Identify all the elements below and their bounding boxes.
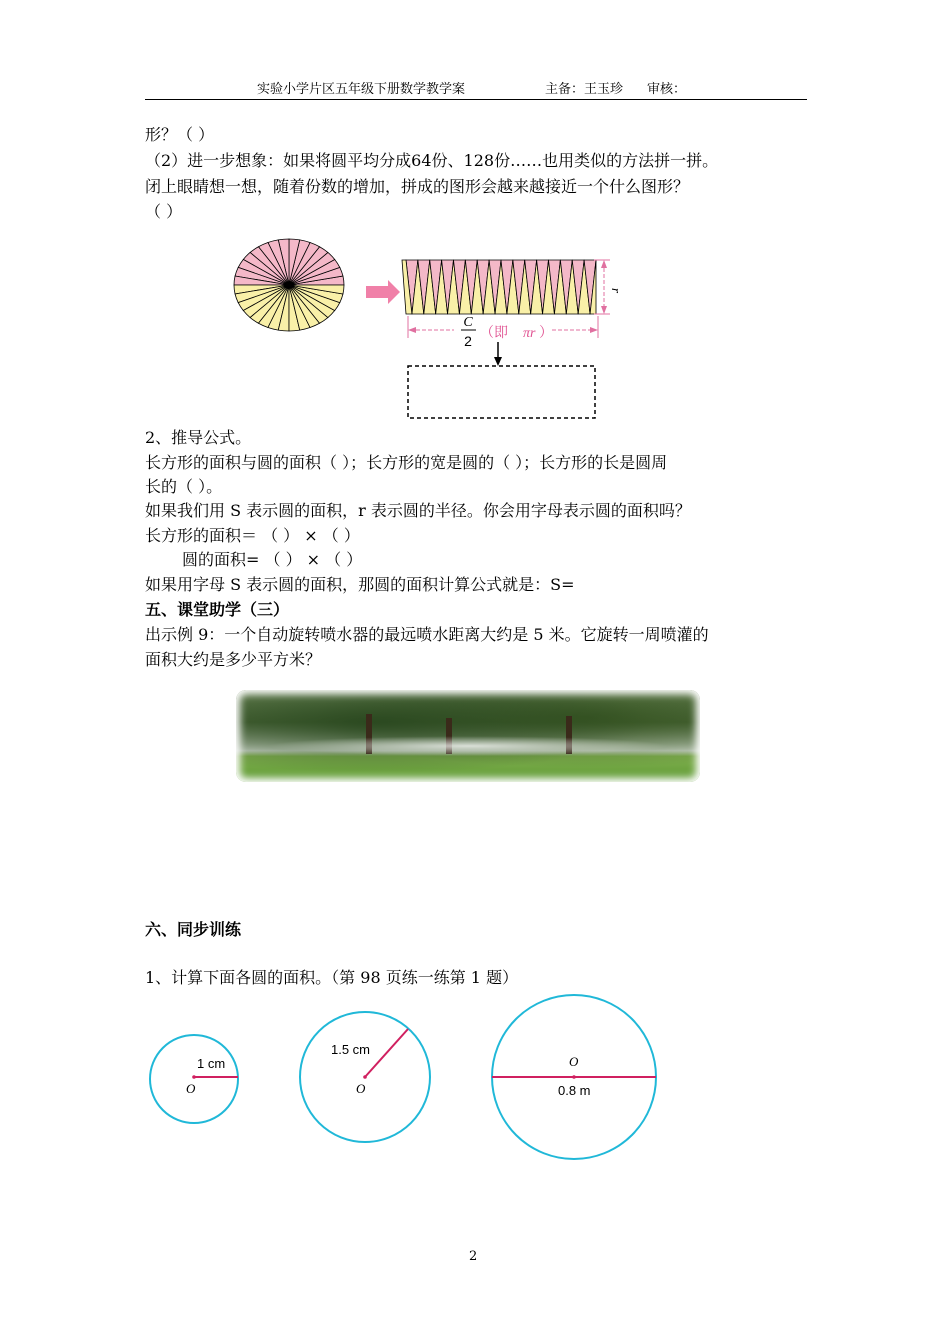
- exercise-circle-1: [148, 1033, 240, 1125]
- example-line-1: 出示例 9：一个自动旋转喷水器的最远喷水距离大约是 5 米。它旋转一周喷灌的: [145, 625, 709, 644]
- circle-1-center-label: O: [186, 1081, 196, 1096]
- derive-line-2: 长的（ ）。: [145, 477, 223, 496]
- question-line-1: 形？（ ）: [145, 125, 215, 144]
- radius-line: [365, 1029, 408, 1077]
- height-dimension: [594, 260, 624, 314]
- section-heading-6: 六、同步训练: [145, 920, 242, 939]
- derive-heading: 2、推导公式。: [145, 428, 252, 447]
- circle-2-radius-label: 1.5 cm: [331, 1042, 371, 1057]
- dashed-answer-box: [408, 366, 595, 418]
- width-label-paren-close: ）: [539, 325, 553, 341]
- header-prepared-by: 主备：王玉珍: [545, 82, 624, 97]
- width-label-numerator: C: [463, 315, 473, 330]
- rect-area-formula: 长方形的面积＝ （ ） × （ ）: [145, 526, 360, 545]
- sector-circle: [234, 239, 344, 331]
- width-dimension: [408, 315, 598, 349]
- circle-3-diameter-label: 0.8 m: [558, 1083, 591, 1098]
- sprinkler-photo: [236, 690, 700, 782]
- derive-line-1: 长方形的面积与圆的面积（ ）；长方形的宽是圆的（ ）；长方形的长是圆周: [145, 453, 668, 472]
- header-reviewer: 审核：: [647, 82, 687, 97]
- width-label-paren-open: （即: [480, 325, 508, 341]
- circle-3-center-label: O: [569, 1054, 579, 1069]
- example-line-2: 面积大约是多少平方米？: [145, 650, 322, 669]
- exercise-circle-2: [298, 1010, 432, 1144]
- formula-question: 如果用字母 S 表示圆的面积，那圆的面积计算公式就是：S=: [145, 575, 575, 594]
- circle-1-radius-label: 1 cm: [197, 1056, 226, 1071]
- rearranged-rectangle: [402, 260, 596, 314]
- question-line-2: （2）进一步想象：如果将圆平均分成64份、128份……也用类似的方法拼一拼。: [145, 151, 719, 170]
- answer-blank: （ ）: [145, 202, 183, 221]
- page-number: 2: [469, 1249, 478, 1264]
- question-line-3: 闭上眼睛想一想，随着份数的增加，拼成的图形会越来越接近一个什么图形？: [145, 177, 690, 196]
- exercise-instruction: 1、计算下面各圆的面积。（第 98 页练一练第 1 题）: [145, 968, 519, 987]
- width-label-pi-r: πr: [523, 326, 536, 341]
- header-title: 实验小学片区五年级下册数学教学案: [257, 82, 466, 97]
- section-heading-5: 五、课堂助学（三）: [145, 600, 290, 619]
- circle-to-rectangle-figure: [228, 238, 628, 428]
- height-label: r: [609, 288, 624, 294]
- page-header: [145, 82, 807, 100]
- circle-2-center-label: O: [356, 1081, 366, 1096]
- pink-arrow-icon: [366, 280, 400, 304]
- width-label-denominator: 2: [464, 333, 472, 349]
- circle-area-formula: 圆的面积= （ ） × （ ）: [182, 550, 363, 569]
- exercise-circle-3: [490, 993, 658, 1161]
- derive-line-3: 如果我们用 S 表示圆的面积，r 表示圆的半径。你会用字母表示圆的面积吗？: [145, 501, 691, 520]
